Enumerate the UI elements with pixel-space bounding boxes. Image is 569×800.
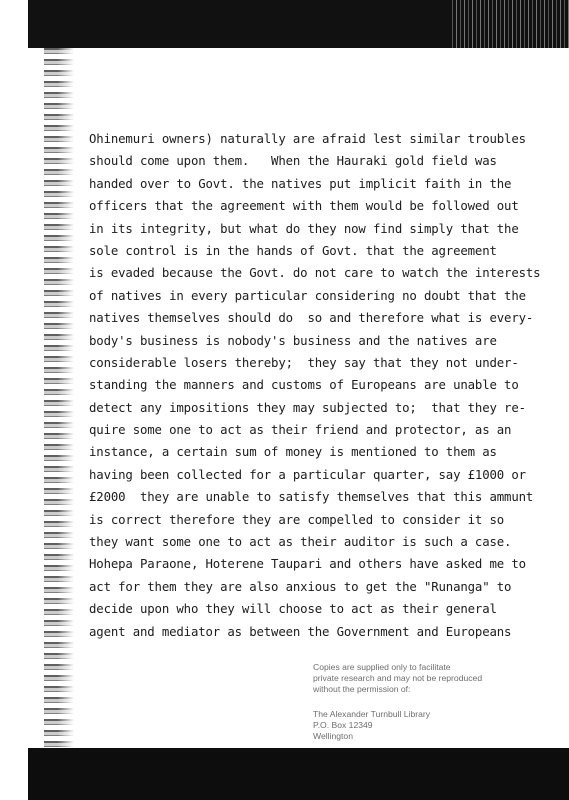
stamp-notice-line: without the permission of:	[313, 684, 411, 694]
letter-line: in its integrity, but what do they now find simply that the	[89, 221, 519, 236]
library-copyright-stamp	[313, 662, 533, 742]
scan-bottom-border	[28, 748, 569, 800]
letter-line: of natives in every particular considering no doubt that the	[89, 288, 526, 303]
stamp-spacer	[313, 695, 533, 709]
letter-line: instance, a certain sum of money is mentioned to them as	[89, 445, 497, 460]
letter-line: handed over to Govt. the natives put implicit faith in the	[89, 176, 512, 191]
scan-top-border-speckle	[449, 0, 569, 48]
letter-line: detect any impositions they may subjected to; that they re-	[89, 400, 526, 415]
letter-line: they want some one to act as their auditor is such a case.	[89, 535, 512, 550]
stamp-address-line: The Alexander Turnbull Library	[313, 709, 431, 719]
letter-line: £2000 they are unable to satisfy themselves that this ammunt	[89, 490, 534, 505]
stamp-notice-line: Copies are supplied only to facilitate	[313, 662, 451, 672]
letter-line: is correct therefore they are compelled to consider it so	[89, 512, 505, 527]
letter-line: Hohepa Paraone, Hoterene Taupari and others have asked me to	[89, 557, 526, 572]
letter-line: is evaded because the Govt. do not care to watch the interests	[89, 266, 541, 281]
letter-line: quire some one to act as their friend and protector, as an	[89, 423, 512, 438]
letter-line: considerable losers thereby; they say that they not under-	[89, 355, 519, 370]
letter-line: standing the manners and customs of Europeans are unable to	[89, 378, 519, 393]
stamp-notice-line: private research and may not be reproduced	[313, 673, 483, 683]
letter-line: body's business is nobody's business and the natives are	[89, 333, 497, 348]
letter-line: sole control is in the hands of Govt. that the agreement	[89, 243, 497, 258]
letter-line: act for them they are also anxious to get the "Runanga" to	[89, 579, 512, 594]
stamp-address-line: P.O. Box 12349	[313, 720, 373, 730]
scan-top-border	[28, 0, 569, 48]
stamp-address-line: Wellington	[313, 731, 353, 741]
letter-body	[89, 128, 559, 643]
letter-line: should come upon them. When the Hauraki gold field was	[89, 154, 497, 169]
letter-line: having been collected for a particular quarter, say £1000 or	[89, 467, 526, 482]
letter-line: officers that the agreement with them would be followed out	[89, 199, 519, 214]
letter-line: Ohinemuri owners) naturally are afraid lest similar troubles	[89, 132, 526, 146]
scan-left-edge-shadow	[44, 48, 74, 758]
letter-line: agent and mediator as between the Government and Europeans	[89, 624, 512, 639]
letter-line: natives themselves should do so and therefore what is every-	[89, 311, 534, 326]
letter-line: decide upon who they will choose to act as their general	[89, 602, 497, 617]
